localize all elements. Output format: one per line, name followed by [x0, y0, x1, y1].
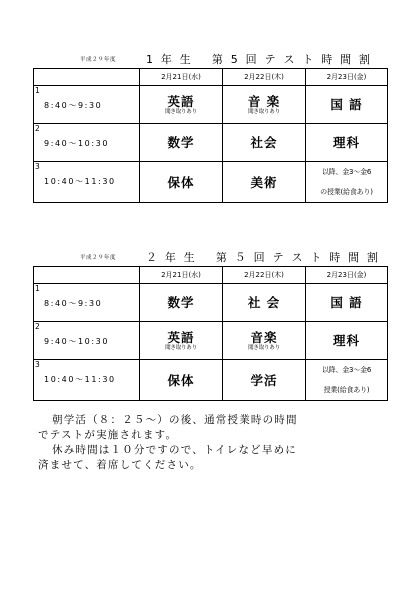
subject-name: 学活 — [250, 372, 278, 388]
subject-cell — [223, 322, 306, 360]
subject-cell — [306, 284, 388, 322]
subject-cell — [306, 124, 388, 162]
period-cell — [34, 86, 140, 124]
period-row-3 — [34, 162, 388, 203]
corner-cell — [34, 267, 140, 284]
period-time: 9:40～10:30 — [44, 139, 110, 148]
note-line: 朝学活（８：２５～）の後、通常授業時の時間 — [52, 414, 298, 426]
after-test-note-cell — [306, 162, 388, 203]
subject-cell — [306, 86, 388, 124]
note-line: 休み時間は１０分ですので、トイレなど早めに — [52, 444, 297, 456]
period-number: 1 — [35, 284, 40, 293]
period-time: 8:40～9:30 — [44, 101, 103, 110]
subject-cell — [140, 124, 223, 162]
grade2-title: ２ 年 生 第 ５ 回 テ ス ト 時 間 割 — [146, 251, 381, 264]
date-wed: 2月21日(水) — [140, 69, 223, 86]
date-fri: 2月23日(金) — [306, 69, 388, 86]
subject-name: 数学 — [167, 135, 195, 150]
subject-name: 音 楽 — [247, 93, 281, 109]
subject-note: 聞き取りあり — [165, 344, 197, 351]
subject-name: 数学 — [167, 295, 195, 310]
subject-note: 聞き取りあり — [248, 108, 280, 115]
period-number: 2 — [35, 124, 40, 133]
period-number: 2 — [35, 322, 40, 331]
subject-name: 理科 — [332, 135, 360, 150]
subject-cell — [223, 124, 306, 162]
subject-cell — [140, 322, 223, 360]
subject-name: 理科 — [332, 333, 360, 348]
subject-name: 英語 — [167, 93, 195, 109]
period-row-1 — [34, 86, 388, 124]
period-time: 9:40～10:30 — [44, 337, 110, 346]
subject-note: 聞き取りあり — [248, 344, 280, 351]
period-number: 1 — [35, 86, 40, 95]
date-wed: 2月21日(水) — [140, 267, 223, 284]
subject-cell — [140, 86, 223, 124]
subject-cell — [223, 360, 306, 401]
note-line: 済ませて、着席してください。 — [38, 459, 202, 471]
subject-cell — [223, 162, 306, 203]
corner-cell — [34, 69, 140, 86]
period-row-1 — [34, 284, 388, 322]
grade2-heading — [0, 248, 420, 264]
grade2-timetable — [33, 266, 388, 401]
subject-note: 聞き取りあり — [165, 108, 197, 115]
period-time: 10:40～11:30 — [44, 177, 116, 186]
period-time: 10:40～11:30 — [44, 375, 116, 384]
period-row-2 — [34, 124, 388, 162]
period-cell — [34, 162, 140, 203]
period-row-2 — [34, 322, 388, 360]
subject-name: 保体 — [167, 174, 195, 190]
subject-cell — [223, 86, 306, 124]
period-row-3 — [34, 360, 388, 401]
period-cell — [34, 322, 140, 360]
note-line: でテストが実施されます。 — [38, 429, 178, 441]
subject-name: 社 会 — [247, 295, 281, 310]
header-row — [34, 69, 388, 86]
date-thu: 2月22日(木) — [223, 267, 306, 284]
after-test-note-line: 以降、金3～金6 — [321, 366, 372, 374]
subject-name: 英語 — [167, 329, 195, 345]
notes — [38, 413, 298, 473]
grade2-era: 平成２９年度 — [80, 255, 117, 261]
subject-cell — [140, 162, 223, 203]
after-test-note-cell — [306, 360, 388, 401]
subject-name: 国 語 — [330, 97, 363, 112]
period-cell — [34, 124, 140, 162]
subject-name: 保体 — [167, 372, 195, 388]
header-row — [34, 267, 388, 284]
period-cell — [34, 284, 140, 322]
period-number: 3 — [35, 162, 40, 171]
subject-name: 国 語 — [330, 295, 363, 310]
subject-name: 社会 — [250, 135, 278, 150]
subject-cell — [140, 360, 223, 401]
subject-name: 美術 — [250, 174, 278, 190]
after-test-note-line: の授業(給食あり) — [320, 188, 373, 196]
date-thu: 2月22日(木) — [223, 69, 306, 86]
grade1-era: 平成２９年度 — [80, 57, 117, 63]
subject-cell — [223, 284, 306, 322]
after-test-note-line: 以降、金3～金6 — [321, 168, 372, 176]
subject-name: 音楽 — [250, 329, 278, 345]
date-fri: 2月23日(金) — [306, 267, 388, 284]
grade1-heading — [0, 50, 420, 66]
grade1-timetable — [33, 68, 388, 203]
after-test-note-line: 授業(給食あり) — [323, 386, 370, 394]
period-time: 8:40～9:30 — [44, 299, 103, 308]
subject-cell — [140, 284, 223, 322]
period-cell — [34, 360, 140, 401]
period-number: 3 — [35, 360, 40, 369]
grade1-title: 1 年 生 第 5 回 テ ス ト 時 間 割 — [146, 53, 373, 66]
subject-cell — [306, 322, 388, 360]
